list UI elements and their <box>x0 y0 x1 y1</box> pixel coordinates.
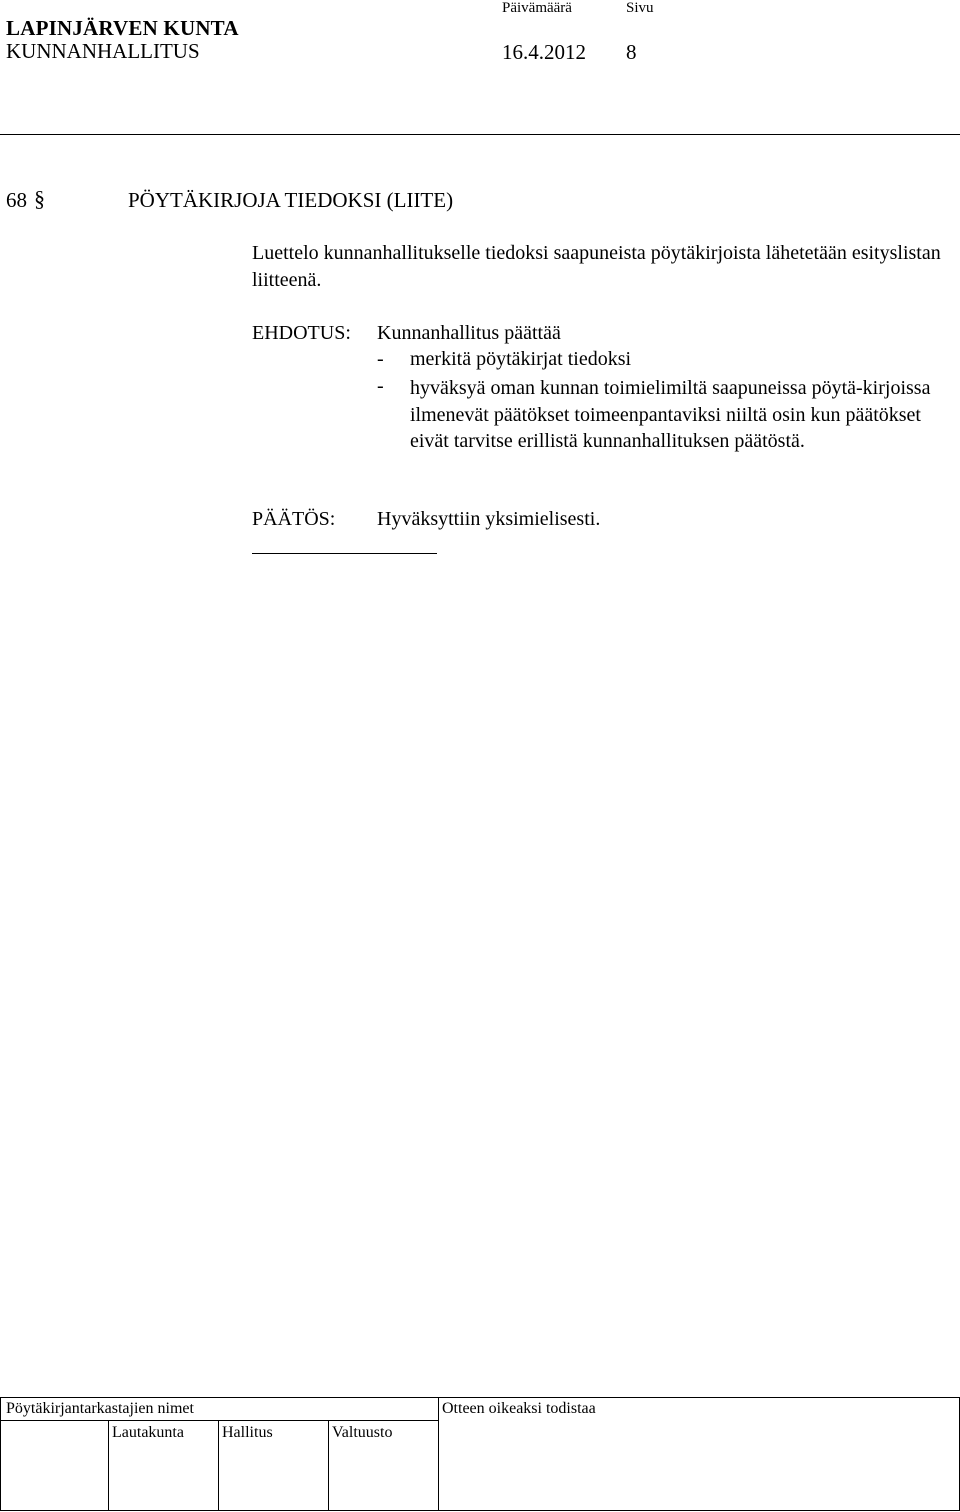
section-sign-icon: § <box>34 186 45 211</box>
proposal-intro: Kunnanhallitus päättää <box>377 322 561 344</box>
header-divider <box>0 134 960 135</box>
footer-col-hallitus: Hallitus <box>222 1424 273 1441</box>
organization-name: LAPINJÄRVEN KUNTA <box>6 16 239 40</box>
footer-signature-table <box>0 1397 960 1511</box>
page-number: 8 <box>626 40 637 64</box>
footer-column-divider <box>438 1398 439 1510</box>
intro-paragraph: Luettelo kunnanhallitukselle tiedoksi saapuneista pöytäkirjoista lähetetään esityslistan liitteenä. <box>252 242 941 291</box>
certification-title: Otteen oikeaksi todistaa <box>442 1400 596 1417</box>
list-dash: - <box>377 348 384 370</box>
document-date: 16.4.2012 <box>502 40 586 64</box>
decision-label: PÄÄTÖS: <box>252 508 336 530</box>
section-title: PÖYTÄKIRJOJA TIEDOKSI (LIITE) <box>128 188 454 212</box>
footer-row-divider <box>1 1420 438 1421</box>
footer-col-lautakunta: Lautakunta <box>112 1424 184 1441</box>
signatures-title: Pöytäkirjantarkastajien nimet <box>6 1400 194 1417</box>
proposal-item: hyväksyä oman kunnan toimielimiltä saapuneissa pöytä-kirjoissa ilmenevät päätökset toimeenpantaviksi niiltä osin kun päätökset eivät tarvitse erillistä kunnanhallituksen päätöstä. <box>410 377 931 452</box>
footer-column-divider <box>328 1420 329 1510</box>
proposal-item: merkitä pöytäkirjat tiedoksi <box>410 348 632 370</box>
footer-col-valtuusto: Valtuusto <box>332 1424 393 1441</box>
list-dash: - <box>377 375 384 397</box>
decision-text: Hyväksyttiin yksimielisesti. <box>377 508 601 530</box>
footer-column-divider <box>218 1420 219 1510</box>
end-divider <box>252 553 437 554</box>
section-number: 68 <box>6 188 27 212</box>
footer-column-divider <box>108 1420 109 1510</box>
organization-body: KUNNANHALLITUS <box>6 39 200 63</box>
proposal-label: EHDOTUS: <box>252 322 351 344</box>
page-label: Sivu <box>626 0 654 16</box>
date-label: Päivämäärä <box>502 0 572 16</box>
